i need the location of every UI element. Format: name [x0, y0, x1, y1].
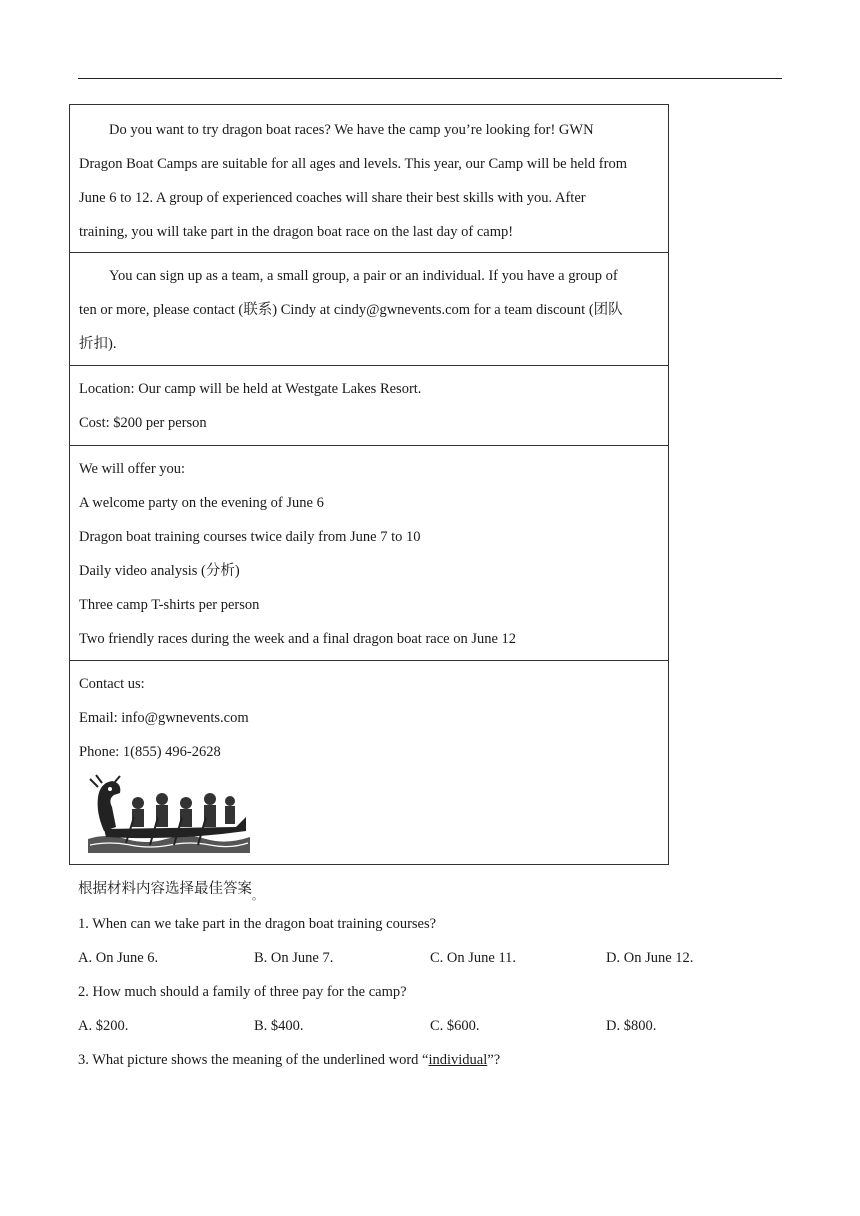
cost-text: Cost: $200 per person — [79, 415, 207, 431]
offer-section — [70, 445, 668, 660]
dragon-boat-image — [86, 773, 252, 855]
questions-area — [78, 872, 788, 1077]
signup-section — [70, 252, 668, 365]
location-section — [70, 365, 668, 445]
intro-section — [70, 105, 668, 252]
offer-item: Three camp T-shirts per person — [79, 597, 260, 613]
location-text: Location: Our camp will be held at Westgate Lakes Resort. — [79, 381, 422, 397]
intro-line: Do you want to try dragon boat races? We have the camp you’re looking for! GWN — [109, 122, 594, 138]
contact-email: Email: info@gwnevents.com — [79, 710, 249, 726]
option-c[interactable]: C. $600. — [430, 1018, 480, 1034]
signup-line: You can sign up as a team, a small group, a pair or an individual. If you have a group of — [109, 268, 618, 284]
offer-item: Dragon boat training courses twice daily from June 7 to 10 — [79, 529, 421, 545]
option-d[interactable]: D. $800. — [606, 1018, 657, 1034]
option-a[interactable]: A. On June 6. — [78, 950, 159, 966]
intro-line: training, you will take part in the dragon boat race on the last day of camp! — [79, 224, 514, 240]
contact-heading: Contact us: — [79, 676, 145, 692]
passage-box — [69, 104, 669, 865]
signup-line: ten or more, please contact (联系) Cindy at cindy@gwnevents.com for a team discount (团队 — [79, 302, 623, 318]
question-3 — [78, 1043, 788, 1077]
instruction — [78, 872, 788, 907]
question-1: 1. When can we take part in the dragon boat training courses? — [78, 916, 437, 932]
intro-line: June 6 to 12. A group of experienced coaches will share their best skills with you. After — [79, 190, 586, 206]
instruction-mark: 。 — [252, 890, 263, 902]
underlined-word: individual — [428, 1052, 488, 1068]
offer-item: Daily video analysis (分析) — [79, 563, 240, 579]
offer-heading: We will offer you: — [79, 461, 186, 477]
question-3-suffix: ”? — [487, 1052, 501, 1068]
option-d[interactable]: D. On June 12. — [606, 950, 694, 966]
header-rule — [78, 78, 782, 79]
question-2: 2. How much should a family of three pay for the camp? — [78, 984, 407, 1000]
instruction-text: 根据材料内容选择最佳答案 — [78, 881, 252, 897]
question-1-options — [78, 941, 788, 975]
option-b[interactable]: B. $400. — [254, 1018, 304, 1034]
option-b[interactable]: B. On June 7. — [254, 950, 334, 966]
contact-section — [70, 660, 668, 864]
option-c[interactable]: C. On June 11. — [430, 950, 517, 966]
question-2-options — [78, 1009, 788, 1043]
intro-line: Dragon Boat Camps are suitable for all ages and levels. This year, our Camp will be held from — [79, 156, 627, 172]
offer-item: Two friendly races during the week and a final dragon boat race on June 12 — [79, 631, 517, 647]
option-a[interactable]: A. $200. — [78, 1018, 129, 1034]
contact-phone: Phone: 1(855) 496-2628 — [79, 744, 221, 760]
offer-item: A welcome party on the evening of June 6 — [79, 495, 324, 511]
signup-line: 折扣). — [79, 336, 117, 352]
question-3-prefix: 3. What picture shows the meaning of the underlined word “ — [78, 1052, 429, 1068]
